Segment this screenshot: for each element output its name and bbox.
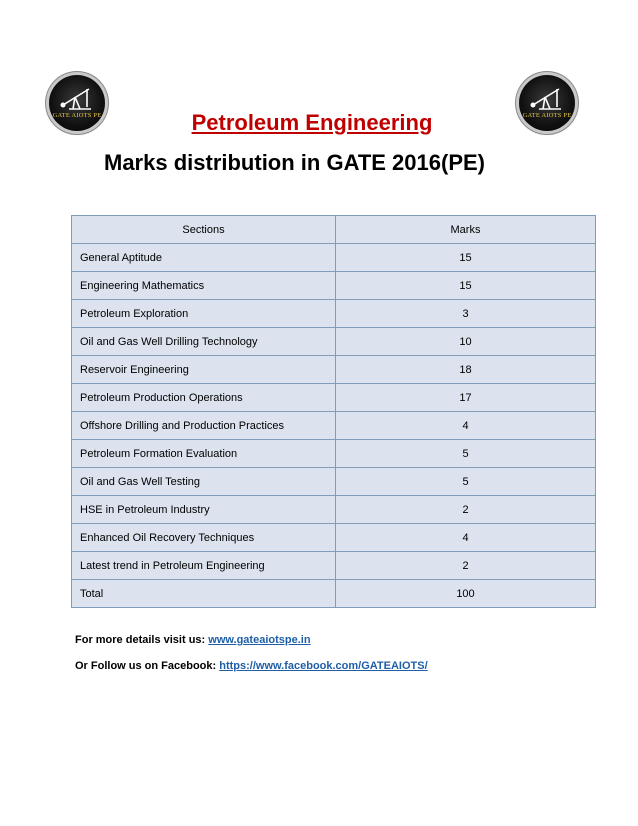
marks-cell: 4 [336, 412, 596, 440]
footer-facebook-line [75, 660, 428, 672]
section-cell: Reservoir Engineering [72, 356, 336, 384]
section-cell: Petroleum Formation Evaluation [72, 440, 336, 468]
marks-cell: 10 [336, 328, 596, 356]
section-cell: HSE in Petroleum Industry [72, 496, 336, 524]
marks-cell: 3 [336, 300, 596, 328]
section-cell: Offshore Drilling and Production Practices [72, 412, 336, 440]
table-row [72, 496, 596, 524]
table-header-row [72, 216, 596, 244]
section-cell: Latest trend in Petroleum Engineering [72, 552, 336, 580]
facebook-label: Or Follow us on Facebook: [75, 660, 220, 672]
section-cell: Petroleum Production Operations [72, 384, 336, 412]
table-row [72, 468, 596, 496]
table-row [72, 412, 596, 440]
section-cell: Enhanced Oil Recovery Techniques [72, 524, 336, 552]
marks-cell: 17 [336, 384, 596, 412]
table-row [72, 244, 596, 272]
marks-cell: 2 [336, 496, 596, 524]
marks-cell: 15 [336, 244, 596, 272]
section-cell: Oil and Gas Well Testing [72, 468, 336, 496]
visit-label: For more details visit us: [75, 634, 209, 646]
marks-cell: 2 [336, 552, 596, 580]
total-marks-cell: 100 [336, 580, 596, 608]
total-label-cell: Total [72, 580, 336, 608]
marks-table [71, 215, 596, 608]
marks-cell: 5 [336, 440, 596, 468]
marks-cell: 18 [336, 356, 596, 384]
footer-website-line [75, 634, 311, 646]
table-row [72, 384, 596, 412]
section-cell: Engineering Mathematics [72, 272, 336, 300]
table-row [72, 524, 596, 552]
column-header-sections: Sections [72, 216, 336, 244]
table-row [72, 552, 596, 580]
section-cell: General Aptitude [72, 244, 336, 272]
page-subtitle: Marks distribution in GATE 2016(PE) [104, 150, 485, 175]
marks-cell: 4 [336, 524, 596, 552]
table-total-row [72, 580, 596, 608]
website-link[interactable]: www.gateaiotspe.in [208, 634, 311, 646]
marks-cell: 15 [336, 272, 596, 300]
logo-text: GATE AIOTS PE [522, 112, 572, 119]
section-cell: Oil and Gas Well Drilling Technology [72, 328, 336, 356]
table-row [72, 272, 596, 300]
table-row [72, 440, 596, 468]
marks-cell: 5 [336, 468, 596, 496]
logo-text: GATE AIOTS PE [52, 112, 102, 119]
page-title: Petroleum Engineering [191, 110, 433, 135]
table-row [72, 356, 596, 384]
section-cell: Petroleum Exploration [72, 300, 336, 328]
table-row [72, 328, 596, 356]
column-header-marks: Marks [336, 216, 596, 244]
table-row [72, 300, 596, 328]
facebook-link[interactable]: https://www.facebook.com/GATEAIOTS/ [219, 660, 428, 672]
